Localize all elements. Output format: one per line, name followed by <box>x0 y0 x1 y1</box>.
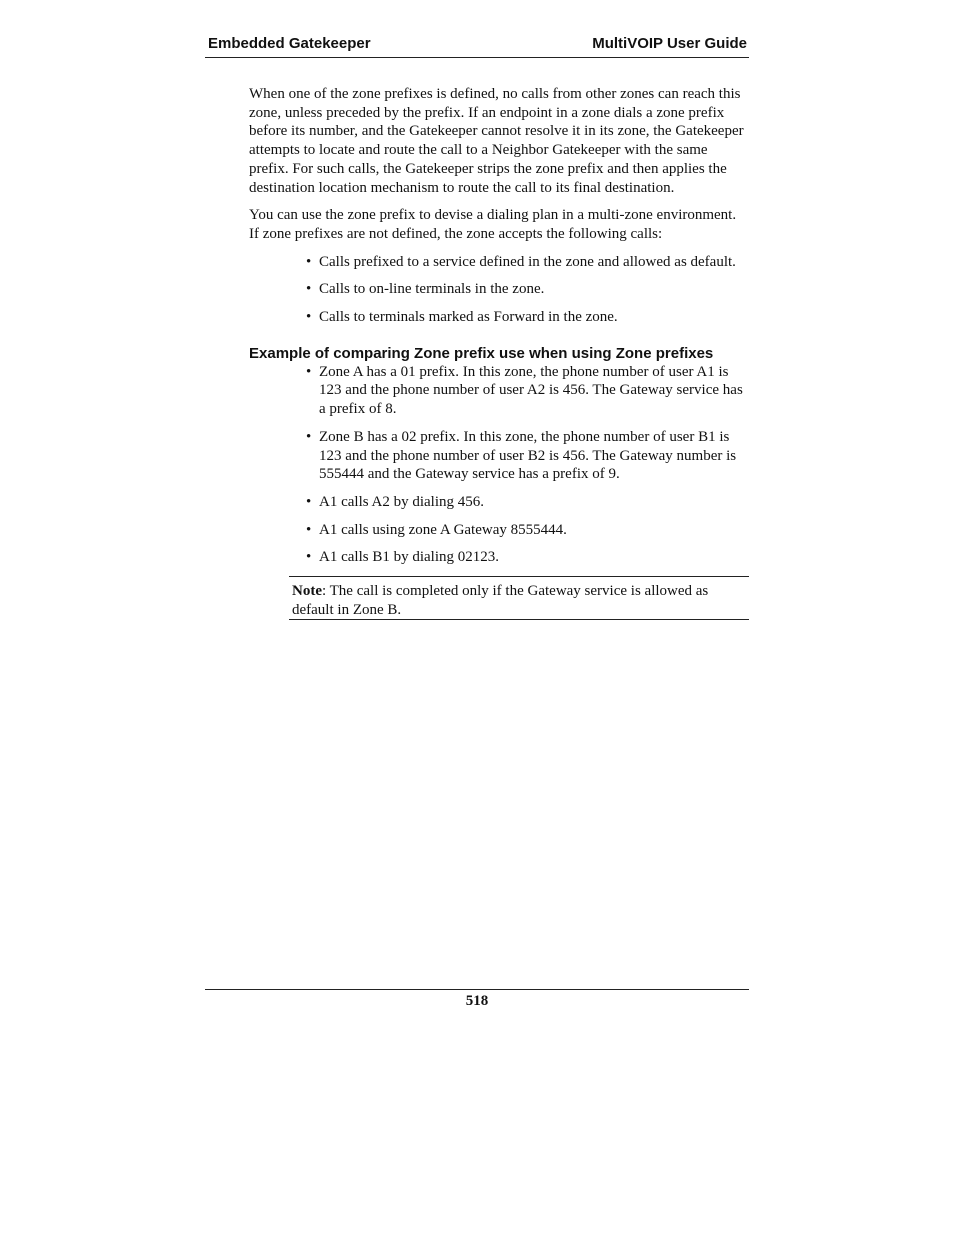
note-label: Note <box>292 583 322 600</box>
list-item-text: A1 calls using zone A Gateway 8555444. <box>319 521 567 538</box>
call-types-list <box>249 253 749 327</box>
bullet-icon: • <box>306 521 312 538</box>
example-list <box>249 363 749 567</box>
page-header <box>205 33 749 58</box>
list-item-text: Calls to on-line terminals in the zone. <box>319 281 545 298</box>
bullet-icon: • <box>306 309 312 326</box>
list-item-text: A1 calls B1 by dialing 02123. <box>319 549 499 566</box>
note-box <box>289 576 749 620</box>
note-text: : The call is completed only if the Gateway service is allowed as default in Zone B. <box>292 583 709 618</box>
page-footer <box>205 989 749 1010</box>
bullet-icon: • <box>306 281 312 298</box>
list-item <box>306 428 749 484</box>
list-item-text: Zone B has a 02 prefix. In this zone, the phone number of user B1 is 123 and the phone number of user B2 is 456. The Gateway number is 555444 and the Gateway service has a prefix of 9. <box>319 428 737 483</box>
page-number: 518 <box>465 993 489 1009</box>
body-paragraph: You can use the zone prefix to devise a dialing plan in a multi-zone environment. If zone prefixes are not defined, the zone accepts the following calls: <box>249 207 737 242</box>
list-item-text: Calls prefixed to a service defined in the zone and allowed as default. <box>319 253 736 270</box>
list-item <box>306 308 749 327</box>
list-item-text: Zone A has a 01 prefix. In this zone, the phone number of user A1 is 123 and the phone number of user A2 is 456. The Gateway service has a prefix of 8. <box>319 363 743 418</box>
body-paragraph: When one of the zone prefixes is defined, no calls from other zones can reach this zone, unless preceded by the prefix. If an endpoint in a zone dials a zone prefix before its number, and the Gatekeeper cannot resolve it in its zone, the Gatekeeper attempts to locate and route the call to a Neighbor Gatekeeper with the same prefix. For such calls, the Gatekeeper strips the zone prefix and then applies the destination location mechanism to route the call to its final destination. <box>249 86 744 196</box>
bullet-icon: • <box>306 363 312 380</box>
section-heading: Example of comparing Zone prefix use when using Zone prefixes <box>249 344 714 362</box>
bullet-icon: • <box>306 493 312 510</box>
header-document-title: MultiVOIP User Guide <box>592 35 747 52</box>
page-content <box>249 85 749 620</box>
list-item <box>306 363 749 419</box>
list-item <box>306 493 749 512</box>
list-item <box>306 280 749 299</box>
bullet-icon: • <box>306 428 312 445</box>
list-item <box>306 548 749 567</box>
list-item <box>306 253 749 272</box>
header-section-title: Embedded Gatekeeper <box>208 35 371 52</box>
bullet-icon: • <box>306 253 312 270</box>
list-item <box>306 521 749 540</box>
list-item-text: A1 calls A2 by dialing 456. <box>319 493 484 510</box>
bullet-icon: • <box>306 549 312 566</box>
list-item-text: Calls to terminals marked as Forward in the zone. <box>319 309 618 326</box>
